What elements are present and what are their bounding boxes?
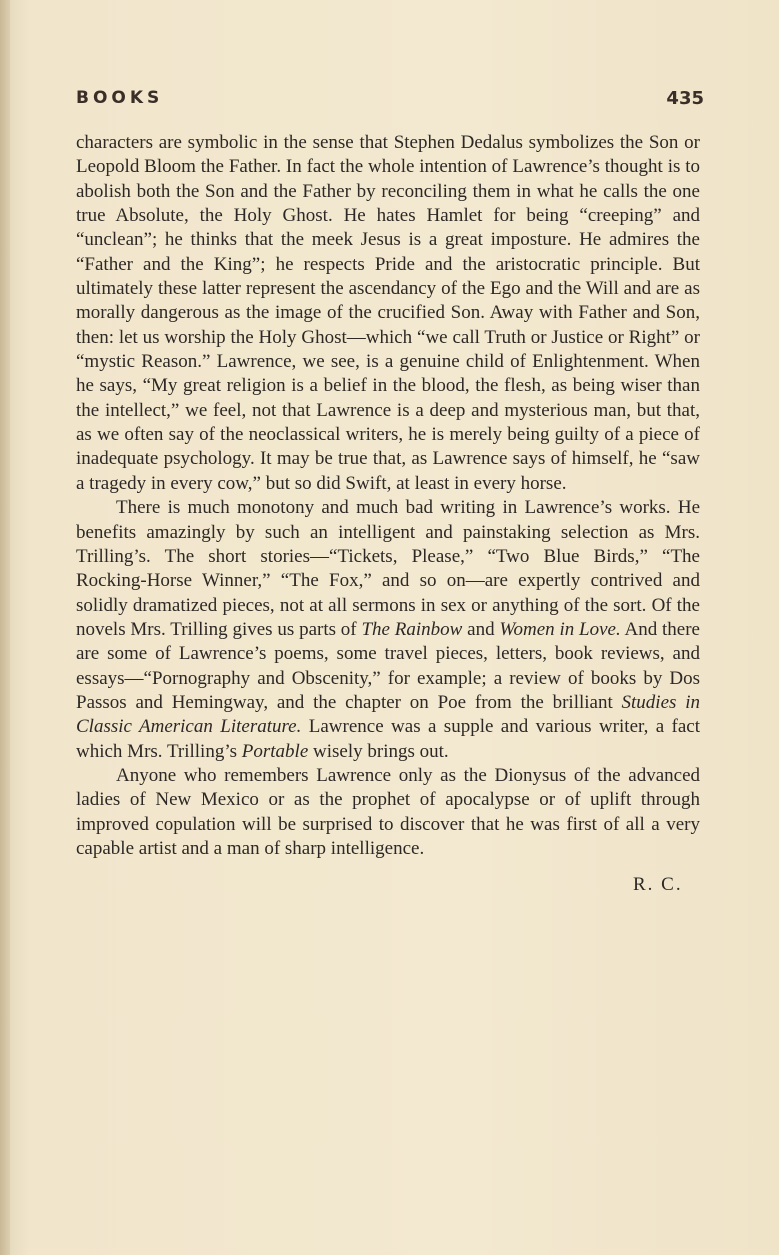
paragraph-1 <box>76 131 700 496</box>
paragraph-2-text: And there are some of Lawrence’s poems, some travel pieces, letters, book reviews, and essays—“Pornography and Obscenity,” for example; a review of books by Dos Passos and Hemingway, and the chapter on Poe from the brilliant <box>76 618 700 713</box>
paragraph-2-text: wisely brings out. <box>308 740 449 762</box>
page-gutter-shadow <box>0 0 10 1255</box>
title-studies-in-classic-american-literature: Studies in Classic American Literature. <box>76 691 700 738</box>
page-number: 435 <box>666 88 704 109</box>
page-header <box>76 88 704 116</box>
title-the-rainbow: The Rainbow <box>361 618 463 640</box>
paragraph-2 <box>76 496 700 764</box>
running-head: BOOKS <box>76 88 164 108</box>
paragraph-1-text: characters are symbolic in the sense that Stephen Dedalus symbolizes the Son or Leopold Bloom the Father. In fact the whole intention of Lawrence’s thought is to abolish both the Son and the Father by reconciling them in what he calls the one true Absolute, the Holy Ghost. He hates Hamlet for being “creeping” and “unclean”; he thinks that the meek Jesus is a great imposture. He admires the “Father and the King”; he respects Pride and the aristocratic principle. But ultimately these latter represent the ascendancy of the Ego and the Will and are as morally dangerous as the image of the crucified Son. Away with Father and Son, then: let us worship the Holy Ghost—which “we call Truth or Justice or Right” or “mystic Reason.” Lawrence, we see, is a genuine child of Enlightenment. When he says, “My great religion is a belief in the blood, the flesh, as being wiser than the intellect,” we feel, not that Lawrence is a deep and mysterious man, but that, as we often say of the neoclassical writers, he is merely being guilty of a piece of inadequate psychology. It may be true that, as Lawrence says of himself, he “saw a tragedy in every cow,” but so did Swift, at least in every horse. <box>76 132 700 494</box>
paragraph-3-text: Anyone who remembers Lawrence only as the Dionysus of the advanced ladies of New Mexico or as the prophet of apocalypse or of uplift through improved copulation will be surprised to discover that he was first of all a very capable artist and a man of sharp intelligence. <box>76 764 700 859</box>
paragraph-2-text: There is much monotony and much bad writing in Lawrence’s works. He benefits amazingly by such an intelligent and painstaking selection as Mrs. Trilling’s. The short stories—“Tickets, Please,” “Two Blue Birds,” “The Rocking-Horse Winner,” “The Fox,” and so on—are expertly contrived and solidly dramatized pieces, not at all sermons in sex or anything of the sort. Of the novels Mrs. Trilling gives us parts of <box>76 497 700 640</box>
title-women-in-love: Women in Love. <box>499 618 621 640</box>
paragraph-2-text: and <box>462 618 500 640</box>
title-portable: Portable <box>241 740 309 762</box>
paragraph-2-text: Lawrence was a supple and various writer, a fact which Mrs. Trilling’s <box>76 716 701 762</box>
paragraph-3 <box>76 764 700 861</box>
author-initials: R. C. <box>633 874 683 895</box>
article-body <box>76 131 700 861</box>
